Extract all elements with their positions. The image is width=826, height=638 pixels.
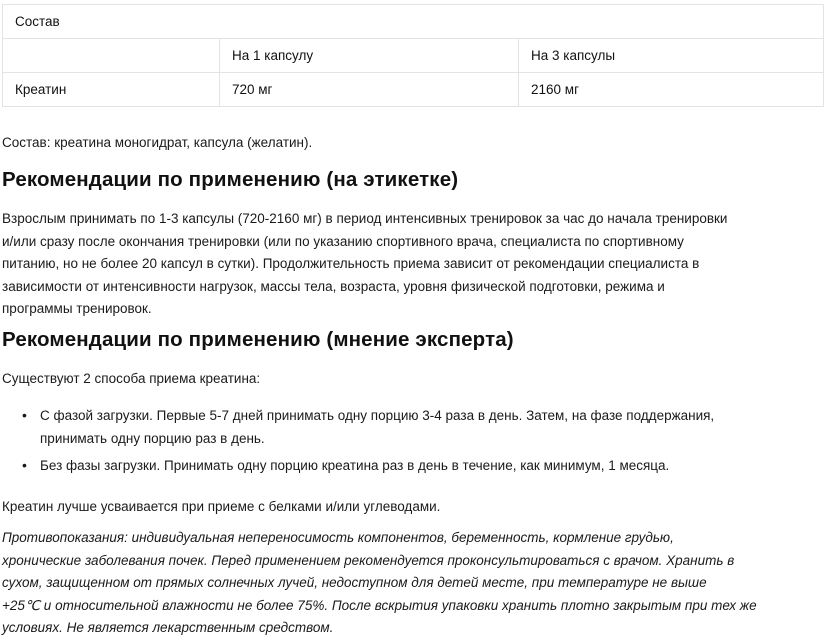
table-caption: Состав <box>3 5 824 39</box>
table-row <box>3 73 824 107</box>
table-header-per-3-capsules: На 3 капсулы <box>519 39 824 73</box>
table-header-row <box>3 39 824 73</box>
table-caption-row <box>3 5 824 39</box>
table-header-per-1-capsule: На 1 капсулу <box>220 39 519 73</box>
absorption-note: Креатин лучше усваивается при приеме с белками и/или углеводами. <box>2 499 441 514</box>
methods-list <box>2 404 824 477</box>
list-item-line: принимать одну порцию раз в день. <box>40 431 265 446</box>
contraindications-text <box>2 527 824 638</box>
text-line: условиях. Не является лекарственным средством. <box>2 620 334 635</box>
text-line: Взрослым принимать по 1-3 капсулы (720-2160 мг) в период интенсивных тренировок за час до начала тренировки <box>2 211 728 226</box>
label-recommendations-heading: Рекомендации по применению (на этикетке) <box>2 168 459 191</box>
text-line: питанию, но не более 20 капсул в сутки). Продолжительность приема зависит от рекомендации специалиста в <box>2 256 700 271</box>
table-cell-per-1: 720 мг <box>220 73 519 107</box>
text-line: +25℃ и относительной влажности не более 75%. После вскрытия упаковки хранить плотно закрытым при тех же <box>2 597 757 613</box>
text-line: Противопоказания: индивидуальная непереносимость компонентов, беременность, кормление грудью, <box>2 530 674 545</box>
label-recommendations-text <box>2 208 824 321</box>
composition-text: Состав: креатина моногидрат, капсула (желатин). <box>2 135 313 150</box>
table-cell-ingredient: Креатин <box>3 73 220 107</box>
text-line: хронические заболевания почек. Перед применением рекомендуется проконсультироваться с врачом. Хранить в <box>2 552 735 568</box>
text-line: сухом, защищенном от прямых солнечных лучей, недоступном для детей месте, при температуре не выше <box>2 575 707 590</box>
expert-intro: Существуют 2 способа приема креатина: <box>2 371 261 386</box>
expert-recommendations-heading: Рекомендации по применению (мнение эксперта) <box>2 328 514 351</box>
table-cell-per-3: 2160 мг <box>519 73 824 107</box>
list-item-loading-phase <box>2 404 824 450</box>
list-item-no-loading-phase <box>2 454 824 477</box>
list-item-line: • Без фазы загрузки. Принимать одну порцию креатина раз в день в течение, как минимум, 1 месяца. <box>40 458 670 473</box>
text-line: программы тренировок. <box>2 301 152 316</box>
list-item-line: • С фазой загрузки. Первые 5-7 дней принимать одну порцию 3-4 раза в день. Затем, на фазе поддержания, <box>40 408 715 423</box>
text-line: зависимости от интенсивности нагрузок, массы тела, возраста, уровня физической подготовки, режима и <box>2 278 665 294</box>
composition-table <box>2 4 824 107</box>
text-line: и/или сразу после окончания тренировки (или по указанию спортивного врача, специалиста по спортивному <box>2 233 684 249</box>
table-header-cell-empty <box>3 39 220 73</box>
